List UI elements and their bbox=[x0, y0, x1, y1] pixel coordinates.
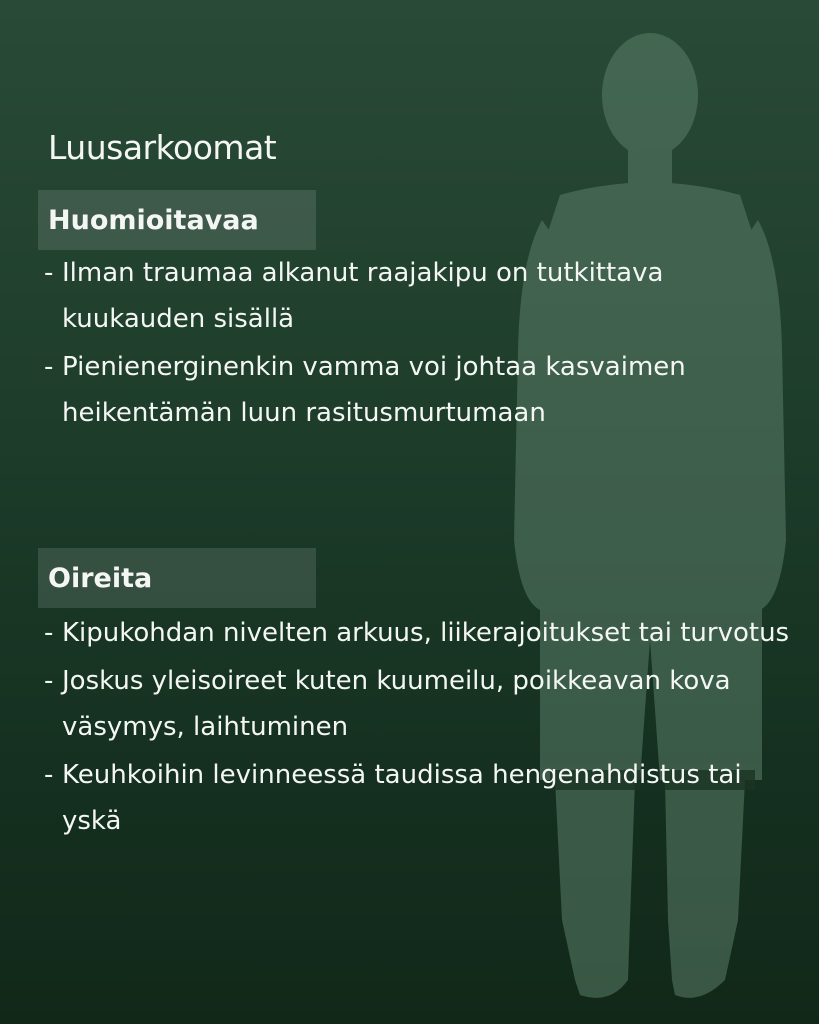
section-header-huomioitavaa: Huomioitavaa bbox=[38, 190, 316, 250]
list-item: - Ilman traumaa alkanut raajakipu on tutkittava kuukauden sisällä bbox=[44, 258, 664, 334]
list-item: - Pienienerginenkin vamma voi johtaa kasvaimen heikentämän luun rasitusmurtumaan bbox=[44, 352, 686, 428]
bullet-list-oireita bbox=[44, 610, 804, 846]
page-title: Luusarkoomat bbox=[48, 128, 277, 167]
bullet-list-huomioitavaa bbox=[44, 250, 804, 438]
list-item: - Keuhkoihin levinneessä taudissa hengenahdistus tai yskä bbox=[44, 760, 742, 836]
list-item: - Kipukohdan nivelten arkuus, liikerajoitukset tai turvotus bbox=[44, 618, 790, 648]
section-header-oireita: Oireita bbox=[38, 548, 316, 608]
human-body-silhouette-icon bbox=[500, 20, 800, 1020]
list-item: - Joskus yleisoireet kuten kuumeilu, poikkeavan kova väsymys, laihtuminen bbox=[44, 666, 731, 742]
